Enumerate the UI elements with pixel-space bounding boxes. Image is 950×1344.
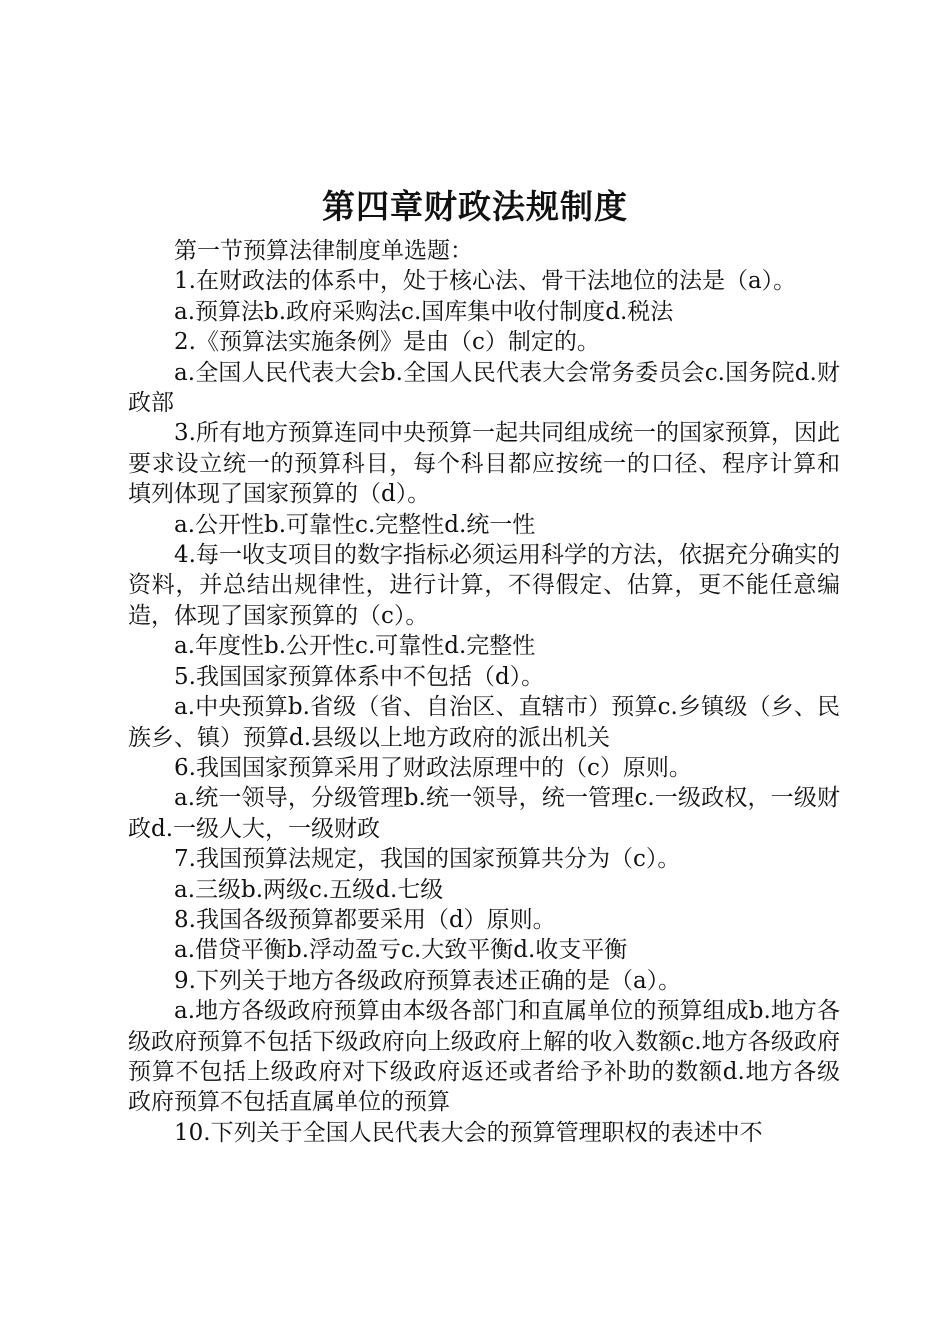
options-8: a.借贷平衡b.浮动盈亏c.大致平衡d.收支平衡 [174, 937, 628, 964]
question-7: 7.我国预算法规定，我国的国家预算共分为（c）。 [174, 846, 681, 873]
question-2: 2.《预算法实施条例》是由（c）制定的。 [174, 329, 600, 356]
question-4: 4.每一收支项目的数字指标必须运用科学的方法，依据充分确实的资料，并总结出规律性，进行计算，不得假定、估算，更不能任意编造，体现了国家预算的（c）。 [128, 542, 840, 629]
options-7: a.三级b.两级c.五级d.七级 [174, 876, 444, 903]
question-3: 3.所有地方预算连同中央预算一起共同组成统一的国家预算，因此要求设立统一的预算科目，每个科目都应按统一的口径、程序计算和填列体现了国家预算的（d）。 [128, 420, 840, 508]
document-title: 第四章财政法规制度 [322, 187, 628, 226]
question-10: 10.下列关于全国人民代表大会的预算管理职权的表述中不 [174, 1119, 763, 1146]
question-8: 8.我国各级预算都要采用（d）原则。 [174, 906, 556, 933]
options-5: a.中央预算b.省级（省、自治区、直辖市）预算c.乡镇级（乡、民族乡、镇）预算d.县级以上地方政府的派出机关 [128, 694, 840, 751]
question-1: 1.在财政法的体系中，处于核心法、骨干法地位的法是（a）。 [174, 268, 797, 295]
options-2: a.全国人民代表大会b.全国人民代表大会常务委员会c.国务院d.财政部 [128, 359, 840, 417]
question-6: 6.我国国家预算采用了财政法原理中的（c）原则。 [174, 754, 692, 781]
options-3: a.公开性b.可靠性c.完整性d.统一性 [174, 511, 536, 538]
question-5: 5.我国国家预算体系中不包括（d）。 [174, 663, 545, 690]
options-6: a.统一领导，分级管理b.统一领导，统一管理c.一级政权，一级财政d.一级人大，一级财政 [128, 785, 840, 842]
question-9: 9.下列关于地方各级政府预算表述正确的是（a）。 [174, 967, 682, 994]
options-9: a.地方各级政府预算由本级各部门和直属单位的预算组成b.地方各级政府预算不包括下级政府向上级政府上解的收入数额c.地方各级政府预算不包括上级政府对下级政府返还或者给予补助的数额d.地方各级政府预算不包括直属单位的预算 [128, 998, 840, 1116]
options-1: a.预算法b.政府采购法c.国库集中收付制度d.税法 [174, 298, 674, 325]
options-4: a.年度性b.公开性c.可靠性d.完整性 [174, 633, 536, 660]
section-heading: 第一节预算法律制度单选题： [174, 238, 473, 264]
document-body [128, 236, 840, 1148]
